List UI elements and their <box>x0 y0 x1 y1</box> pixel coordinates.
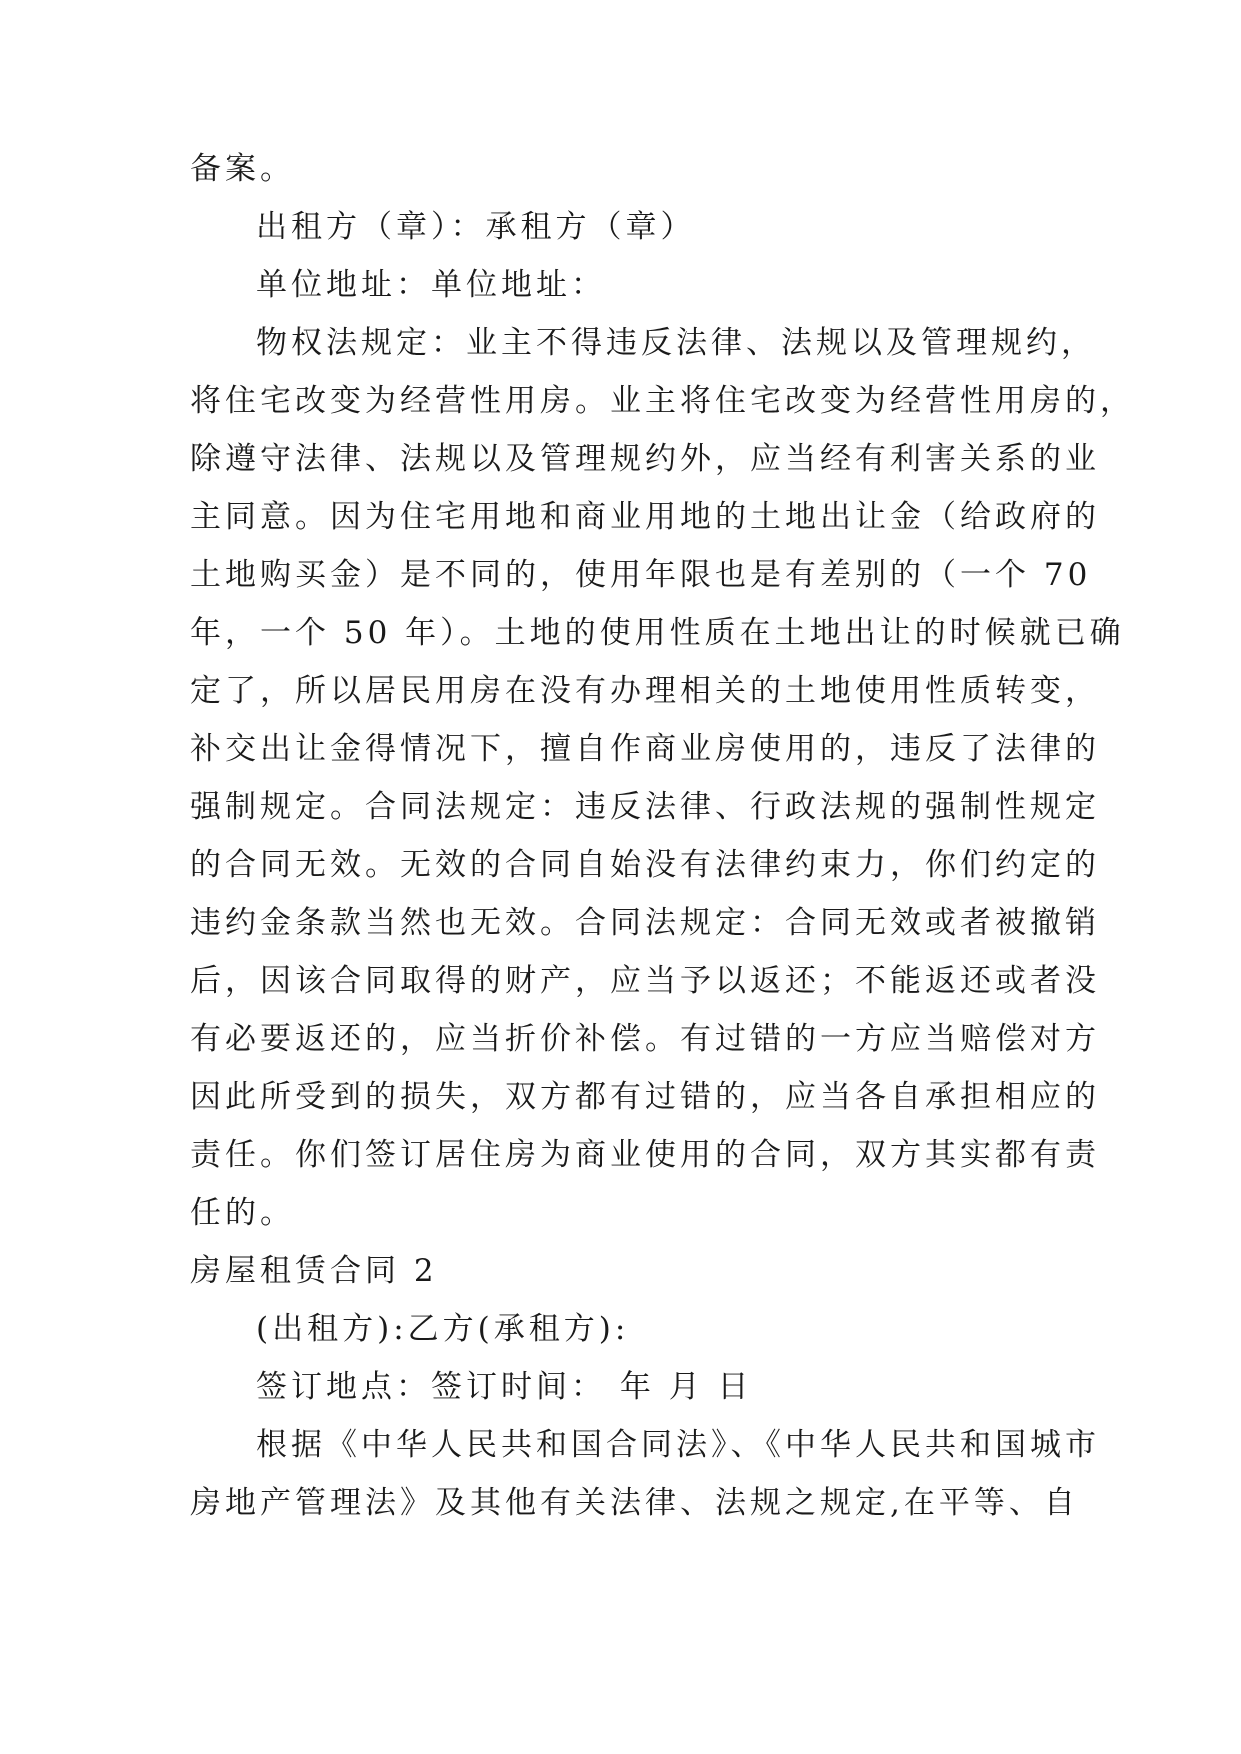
text-line: 房地产管理法》及其他有关法律、法规之规定,在平等、自 <box>190 1485 1079 1521</box>
text-line: 物权法规定：业主不得违反法律、法规以及管理规约， <box>256 325 1096 361</box>
text-line: 的合同无效。无效的合同自始没有法律约束力，你们约定的 <box>190 847 1100 883</box>
text-line: 备案。 <box>190 151 295 187</box>
text-line: 补交出让金得情况下，擅自作商业房使用的，违反了法律的 <box>190 731 1100 767</box>
text-line: 除遵守法律、法规以及管理规约外，应当经有利害关系的业 <box>190 441 1100 477</box>
text-line: 责任。你们签订居住房为商业使用的合同，双方其实都有责 <box>190 1137 1100 1173</box>
text-line: 单位地址：单位地址： <box>256 267 606 303</box>
section-heading: 房屋租赁合同 2 <box>190 1253 438 1289</box>
text-line: 根据《中华人民共和国合同法》、《中华人民共和国城市 <box>256 1427 1100 1463</box>
text-line: 年，一个 50 年）。土地的使用性质在土地出让的时候就已确 <box>190 615 1125 651</box>
text-line: 后，因该合同取得的财产，应当予以返还；不能返还或者没 <box>190 963 1100 999</box>
document-body <box>190 140 1135 1532</box>
text-line: 任的。 <box>190 1195 295 1231</box>
text-line: 土地购买金）是不同的，使用年限也是有差别的（一个 70 <box>190 557 1092 593</box>
text-line: 主同意。因为住宅用地和商业用地的土地出让金（给政府的 <box>190 499 1100 535</box>
text-line: 因此所受到的损失，双方都有过错的，应当各自承担相应的 <box>190 1079 1100 1115</box>
text-line: 违约金条款当然也无效。合同法规定：合同无效或者被撤销 <box>190 905 1100 941</box>
text-line: 定了，所以居民用房在没有办理相关的土地使用性质转变， <box>190 673 1100 709</box>
text-line: 有必要返还的，应当折价补偿。有过错的一方应当赔偿对方 <box>190 1021 1100 1057</box>
text-line: 将住宅改变为经营性用房。业主将住宅改变为经营性用房的， <box>190 383 1135 419</box>
text-line: 强制规定。合同法规定：违反法律、行政法规的强制性规定 <box>190 789 1100 825</box>
text-line: 签订地点：签订时间： 年 月 日 <box>256 1369 753 1405</box>
text-line: (出租方):乙方(承租方): <box>256 1311 630 1347</box>
text-line: 出租方（章）：承租方（章） <box>256 209 696 245</box>
